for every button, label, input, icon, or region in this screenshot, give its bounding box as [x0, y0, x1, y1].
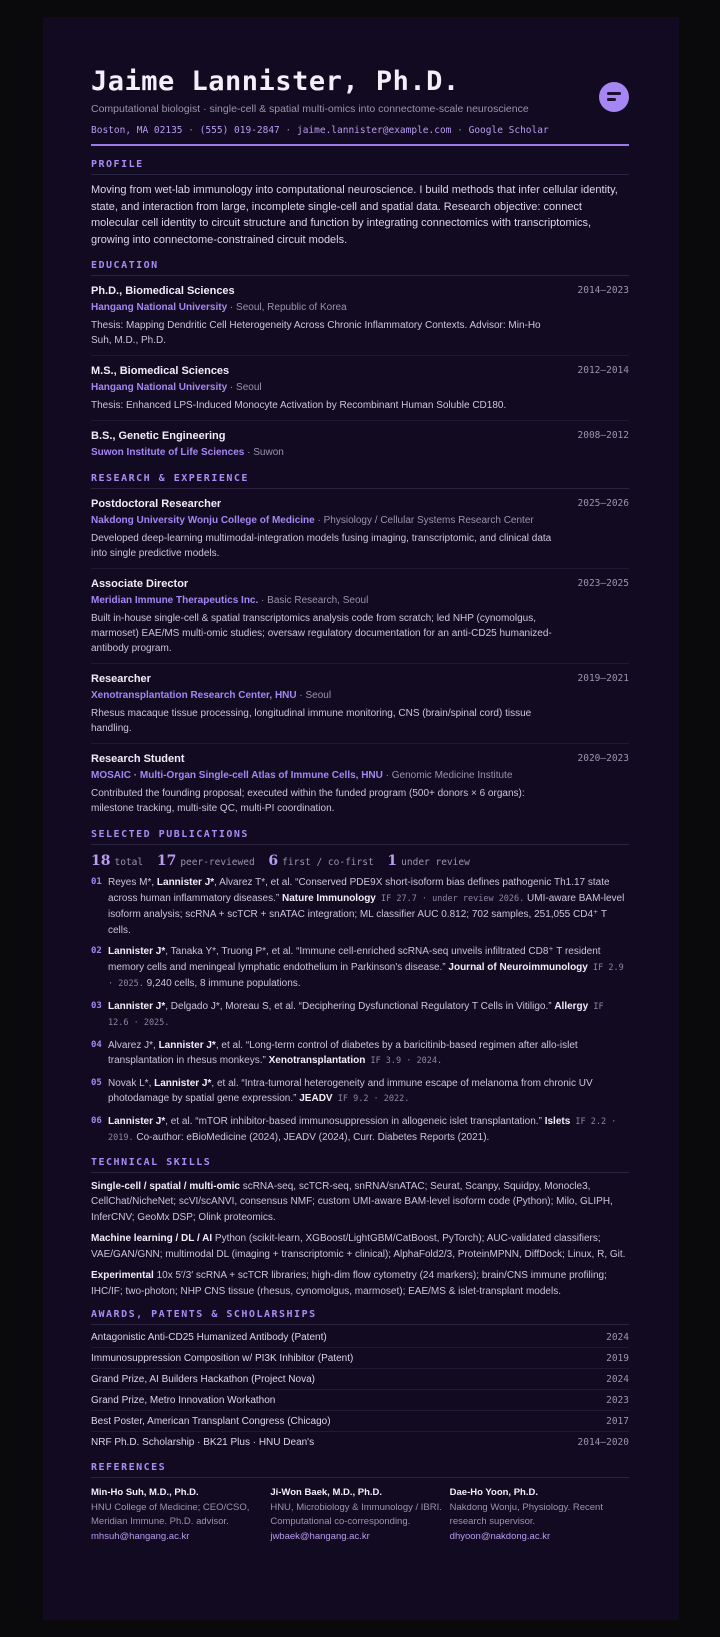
entry-date: 2008–2012	[577, 430, 629, 441]
stat-first-author: 6 first / co-first	[268, 853, 374, 869]
section-title-publications: SELECTED PUBLICATIONS	[91, 829, 629, 845]
institution-name: Hangang National University	[91, 382, 228, 393]
reference-email-link[interactable]: mhsuh@hangang.ac.kr	[91, 1530, 190, 1542]
institution-location: · Seoul	[227, 382, 262, 393]
publication-number: 06	[91, 1115, 102, 1126]
entry-description: Developed deep-learning multimodal-integration models fusing imaging, transcriptomic, and clinical data into single predictive models.	[91, 533, 552, 559]
award-year: 2017	[606, 1416, 629, 1427]
publication-item: 03 Lannister J*, Delgado J*, Moreau S, et al. “Deciphering Dysfunctional Regulatory T Cells in Vitiligo.” Allergy IF 12.6 · 2025.	[91, 1000, 604, 1028]
section-title-profile: PROFILE	[91, 159, 629, 175]
publication-list	[91, 875, 629, 1147]
award-item	[91, 1390, 629, 1411]
email-link[interactable]: jaime.lannister@example.com	[296, 125, 452, 136]
organization	[91, 513, 629, 528]
phone[interactable]: (555) 019-2847	[199, 125, 280, 136]
publication-number: 04	[91, 1039, 102, 1050]
resume-content	[91, 65, 629, 1544]
location: Boston, MA 02135	[91, 125, 183, 136]
entry-description: Thesis: Mapping Dendritic Cell Heterogeneity Across Chronic Inflammatory Contexts. Advisor: Min-Ho Suh, M.D., Ph.D.	[91, 320, 541, 346]
degree-title: Ph.D., Biomedical Sciences	[91, 285, 235, 297]
tagline: Computational biologist · single-cell & spatial multi-omics into connectome-scale neuroscience	[91, 103, 529, 115]
journal-name: Allergy	[554, 1000, 589, 1012]
award-name: Best Poster, American Transplant Congress (Chicago)	[91, 1416, 331, 1427]
publication-number: 02	[91, 946, 102, 956]
skill-group: Machine learning / DL / AI Python (scikit-learn, XGBoost/LightGBM/CatBoost, PyTorch); AUC-validated classifiers; VAE/GAN/GNN; multimodal DL (imaging + transcriptomic + clinical); AlphaFold2/3, ProteinMPNN, DiffDock; Linux, R, Git.	[91, 1233, 626, 1260]
award-name: Grand Prize, AI Builders Hackathon (Project Nova)	[91, 1374, 315, 1385]
reference-description: Nakdong Wonju, Physiology. Recent research supervisor.	[449, 1501, 603, 1527]
reference-name: Dae-Ho Yoon, Ph.D.	[449, 1487, 538, 1498]
role-title: Researcher	[91, 673, 151, 685]
education-list	[91, 276, 629, 467]
stat-under-review: 1 under review	[387, 853, 470, 869]
reference-email-link[interactable]: jwbaek@hangang.ac.kr	[270, 1530, 370, 1542]
award-name: Grand Prize, Metro Innovation Workathon	[91, 1395, 276, 1406]
award-item	[91, 1432, 629, 1452]
section-title-education: EDUCATION	[91, 260, 629, 276]
entry-description: Contributed the founding proposal; executed within the funded program (500+ donors × 6 organs): milestone tracking, multi-site QC, multi-PI coordination.	[91, 788, 525, 814]
skill-group: Single-cell / spatial / multi-omic scRNA-seq, scTCR-seq, snRNA/snATAC; Seurat, Scanpy, Squidpy, Monocle3, CellChat/NicheNet; scVI/scANVI, consensus NMF; custom UMI-aware BAM-level isoform code (Python); Milo, GLIPH, InferCNV; GeoMx DSP; Olink proteomics.	[91, 1180, 613, 1223]
experience-entry	[91, 664, 629, 744]
organization-detail: · Physiology / Cellular Systems Research Center	[314, 515, 534, 526]
skill-group: Experimental 10x 5′/3′ scRNA + scTCR libraries; high-dim flow cytometry (24 markers); brain/CNS immune profiling; IHC/IF; two-photon; NHP CNS tissue (rhesus, cynomolgus, marmoset); EAE/MS & islet-transplant models.	[91, 1270, 607, 1297]
award-name: Antagonistic Anti-CD25 Humanized Antibody (Patent)	[91, 1332, 327, 1343]
publication-number: 03	[91, 1000, 102, 1011]
award-item	[91, 1369, 629, 1390]
journal-name: Journal of Neuroimmunology	[448, 961, 588, 973]
publication-number: 01	[91, 877, 102, 887]
institution	[91, 445, 629, 460]
entry-description: Rhesus macaque tissue processing, longitudinal immune monitoring, CNS (brain/spinal cord) tissue handling.	[91, 708, 532, 734]
publication-item: 04 Alvarez J*, Lannister J*, et al. “Long-term control of diabetes by a baricitinib-based regimen after allo-islet transplantation in rhesus monkeys.” Xenotransplantation IF 3.9 · 2024.	[91, 1039, 578, 1066]
publication-item: 05 Novak L*, Lannister J*, et al. “Intra-tumoral heterogeneity and immune escape of melanoma from chronic UV photodamage by spatial gene expression.” JEADV IF 9.2 · 2022.	[91, 1077, 593, 1104]
organization-detail: · Seoul	[296, 690, 332, 701]
organization-name: Xenotransplantation Research Center, HNU	[91, 690, 297, 701]
institution	[91, 380, 629, 395]
organization-name: MOSAIC · Multi-Organ Single-cell Atlas of Immune Cells, HNU	[91, 770, 383, 781]
entry-date: 2014–2023	[577, 285, 629, 296]
degree-title: M.S., Biomedical Sciences	[91, 365, 230, 377]
google-scholar-link[interactable]: Google Scholar	[468, 125, 549, 136]
reference-card	[91, 1486, 270, 1544]
resume-page	[43, 17, 679, 1620]
experience-entry	[91, 489, 629, 569]
stat-peer-reviewed: 17 peer-reviewed	[156, 853, 255, 869]
institution-name: Suwon Institute of Life Sciences	[91, 447, 245, 458]
experience-entry	[91, 569, 629, 664]
role-title: Associate Director	[91, 578, 189, 590]
references-list	[91, 1486, 629, 1544]
education-entry	[91, 356, 629, 421]
section-title-awards: AWARDS, PATENTS & SCHOLARSHIPS	[91, 1309, 629, 1325]
organization	[91, 688, 629, 703]
journal-name: Xenotransplantation	[268, 1055, 366, 1066]
award-name: NRF Ph.D. Scholarship · BK21 Plus · HNU Dean's	[91, 1437, 315, 1448]
skill-label: Single-cell / spatial / multi-omic	[91, 1180, 240, 1192]
award-year: 2024	[606, 1332, 629, 1343]
role-title: Research Student	[91, 753, 185, 765]
entry-description: Thesis: Enhanced LPS-Induced Monocyte Activation by Recombinant Human Soluble CD180.	[91, 400, 507, 411]
education-entry	[91, 421, 629, 467]
award-name: Immunosuppression Composition w/ PI3K Inhibitor (Patent)	[91, 1353, 354, 1364]
organization	[91, 593, 629, 608]
entry-date: 2020–2023	[577, 753, 629, 764]
skill-label: Experimental	[91, 1270, 154, 1281]
section-title-skills: TECHNICAL SKILLS	[91, 1157, 629, 1173]
candidate-name: Jaime Lannister, Ph.D.	[91, 66, 460, 97]
publication-number: 05	[91, 1077, 102, 1088]
reference-card	[270, 1486, 449, 1544]
research-list	[91, 489, 629, 823]
degree-title: B.S., Genetic Engineering	[91, 430, 226, 442]
entry-date: 2019–2021	[577, 673, 629, 684]
institution	[91, 300, 629, 315]
role-title: Postdoctoral Researcher	[91, 498, 222, 510]
journal-name: Nature Immunology	[281, 892, 376, 904]
award-year: 2023	[606, 1395, 629, 1406]
reference-description: HNU, Microbiology & Immunology / IBRI. Computational co-corresponding.	[270, 1501, 442, 1527]
journal-name: JEADV	[299, 1093, 333, 1104]
reference-card	[450, 1486, 629, 1544]
organization-name: Meridian Immune Therapeutics Inc.	[91, 595, 259, 606]
chat-lines-icon	[599, 82, 629, 112]
institution-name: Hangang National University	[91, 302, 228, 313]
organization-detail: · Genomic Medicine Institute	[382, 770, 513, 781]
profile-text: Moving from wet-lab immunology into computational neuroscience. I build methods that infer cellular identity, state, and interaction from large, incomplete single-cell and spatial data. Research objective: connect molecular cell identity to circuit structure and function by integrating connectomics with transcriptomics, growing into connectome-constrained circuit models.	[91, 184, 618, 246]
entry-description: Built in-house single-cell & spatial transcriptomics analysis code from scratch; led NHP (cynomolgus, marmoset) EAE/MS multi-omic studies; oversaw regulatory documentation for an anti-CD25 humanized-antibody program.	[91, 613, 552, 654]
reference-name: Ji-Won Baek, M.D., Ph.D.	[270, 1487, 383, 1498]
publication-item: 02 Lannister J*, Tanaka Y*, Truong P*, et al. “Immune cell-enriched scRNA-seq unveils infiltrated CD8⁺ T resident memory cells and meningeal lymphatic endothelium in Parkinson's disease.” Journal of Neuroimmunology IF 2.9 · 2025. 9,240 cells, 8 immune populations.	[91, 946, 624, 989]
entry-date: 2023–2025	[577, 578, 629, 589]
institution-location: · Seoul, Republic of Korea	[227, 302, 347, 313]
journal-name: Islets	[544, 1115, 571, 1127]
resume-header	[91, 65, 629, 146]
award-item	[91, 1348, 629, 1369]
institution-location: · Suwon	[244, 447, 284, 458]
entry-date: 2025–2026	[577, 498, 629, 509]
publication-stats	[91, 853, 629, 869]
skill-label: Machine learning / DL / AI	[91, 1233, 213, 1244]
entry-date: 2012–2014	[577, 365, 629, 376]
award-year: 2014–2020	[577, 1437, 629, 1448]
stat-total: 18 total	[91, 853, 144, 869]
award-year: 2024	[606, 1374, 629, 1385]
publication-item: 01 Reyes M*, Lannister J*, Alvarez T*, et al. “Conserved PDE9X short-isoform bias defines pathogenic Th1.17 state across human inflammatory diseases.” Nature Immunology IF 27.7 · under review 2026. UMI-aware BAM-level isoform analysis; scRNA + scTCR + snATAC integration; ML classifier AUC 0.812; 702 samples, 251,055 CD4⁺ T cells.	[91, 877, 625, 936]
reference-name: Min-Ho Suh, M.D., Ph.D.	[91, 1487, 199, 1498]
award-item	[91, 1327, 629, 1348]
award-year: 2019	[606, 1353, 629, 1364]
header-divider	[91, 144, 629, 146]
experience-entry	[91, 744, 629, 823]
section-title-references: REFERENCES	[91, 1462, 629, 1478]
contact-line: Boston, MA 02135 · (555) 019-2847 · jaime.lannister@example.com · Google Scholar	[91, 125, 549, 136]
skills-list	[91, 1179, 629, 1300]
publication-item: 06 Lannister J*, et al. “mTOR inhibitor-based immunosuppression in allogeneic islet transplantation.” Islets IF 2.2 · 2019. Co-author: eBioMedicine (2024), JEADV (2024), Curr. Diabetes Reports (2021).	[91, 1115, 617, 1143]
reference-description: HNU College of Medicine; CEO/CSO, Meridian Immune. Ph.D. advisor.	[91, 1501, 250, 1527]
education-entry	[91, 276, 629, 356]
organization-name: Nakdong University Wonju College of Medicine	[91, 515, 315, 526]
awards-list	[91, 1327, 629, 1452]
award-item	[91, 1411, 629, 1432]
organization	[91, 768, 629, 783]
reference-email-link[interactable]: dhyoon@nakdong.ac.kr	[449, 1530, 551, 1542]
section-title-research: RESEARCH & EXPERIENCE	[91, 473, 629, 489]
organization-detail: · Basic Research, Seoul	[258, 595, 369, 606]
